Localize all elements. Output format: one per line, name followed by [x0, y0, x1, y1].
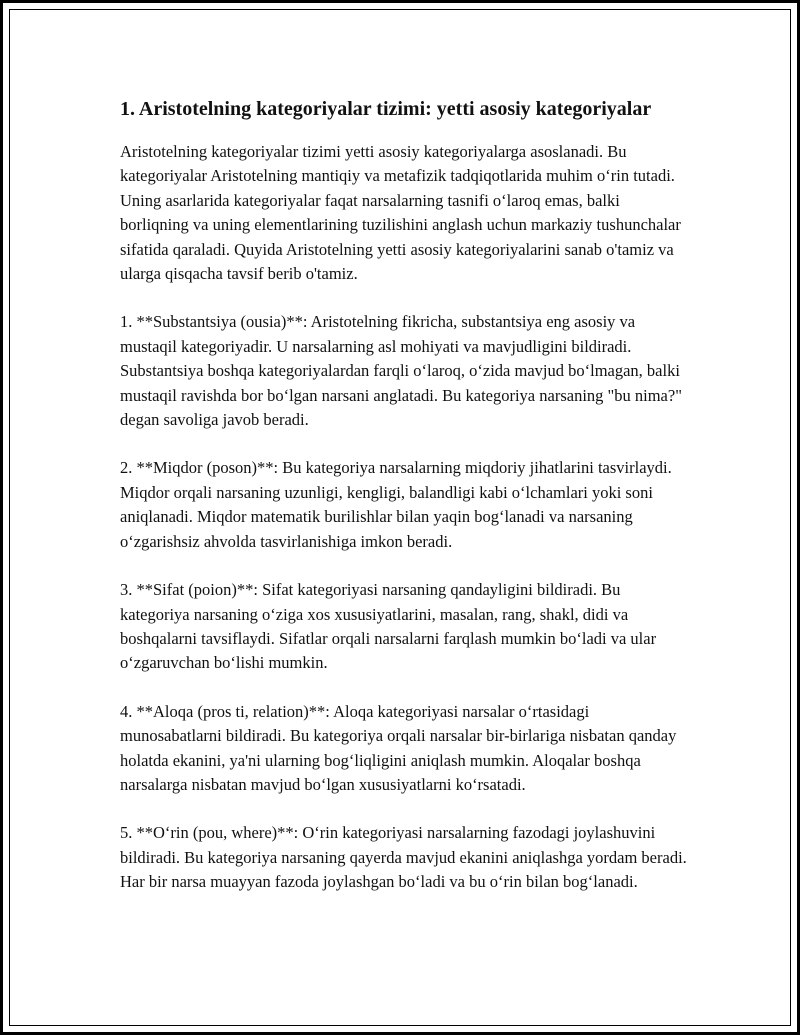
sifat-paragraph: 3. **Sifat (poion)**: Sifat kategoriyasi narsaning qandayligini bildiradi. Bu kategoriya narsaning oʻziga xos xususiyatlarini, masalan, rang, shakl, didi va boshqalarni tavsiflaydi. Sifatlar orqali narsalarni farqlash mumkin boʻladi va ular oʻzgaruvchan boʻlishi mumkin.	[120, 580, 657, 673]
orin-paragraph: 5. **Oʻrin (pou, where)**: Oʻrin kategoriyasi narsalarning fazodagi joylashuvini bildiradi. Bu kategoriya narsaning qayerda mavjud ekanini aniqlashga yordam beradi. Har bir narsa muayyan fazoda joylashgan boʻladi va bu oʻrin bilan bogʻlanadi.	[120, 823, 687, 892]
substantsiya-paragraph: 1. **Substantsiya (ousia)**: Aristotelning fikricha, substantsiya eng asosiy va mustaqil kategoriyadir. U narsalarning asl mohiyati va mavjudligini bildiradi. Substantsiya boshqa kategoriyalardan farqli oʻlaroq, oʻzida mavjud boʻlmagan, balki mustaqil ravishda bor boʻlgan narsani anglatadi. Bu kategoriya narsaning "bu nima?" degan savoliga javob beradi.	[120, 312, 682, 430]
document-content	[120, 96, 688, 919]
miqdor-paragraph: 2. **Miqdor (poson)**: Bu kategoriya narsalarning miqdoriy jihatlarini tasvirlaydi. Miqdor orqali narsaning uzunligi, kengligi, balandligi kabi oʻlchamlari yoki soni aniqlanadi. Miqdor matematik burilishlar bilan yaqin bogʻlanadi va narsaning oʻzgarishsiz ahvolda tasvirlanishiga imkon beradi.	[120, 458, 672, 551]
document-title: 1. Aristotelning kategoriyalar tizimi: yetti asosiy kategoriyalar	[120, 98, 652, 120]
aloqa-paragraph: 4. **Aloqa (pros ti, relation)**: Aloqa kategoriyasi narsalar oʻrtasidagi munosabatlarni bildiradi. Bu kategoriya orqali narsalar bir-birlariga nisbatan qanday holatda ekanini, ya'ni ularning bogʻliqligini aniqlash mumkin. Aloqalar boshqa narsalarga nisbatan mavjud boʻlgan xususiyatlarni koʻrsatadi.	[120, 701, 677, 794]
intro-paragraph: Aristotelning kategoriyalar tizimi yetti asosiy kategoriyalarga asoslanadi. Bu kategoriyalar Aristotelning mantiqiy va metafizik tadqiqotlarida muhim oʻrin tutadi. Uning asarlarida kategoriyalar faqat narsalarning tasnifi oʻlaroq emas, balki borliqning va uning elementlarining tuzilishini anglash uchun markaziy tushunchalar sifatida qaraladi. Quyida Aristotelning yetti asosiy kategoriyalarini sanab o'tamiz va ularga qisqacha tavsif berib o'tamiz.	[120, 142, 681, 284]
